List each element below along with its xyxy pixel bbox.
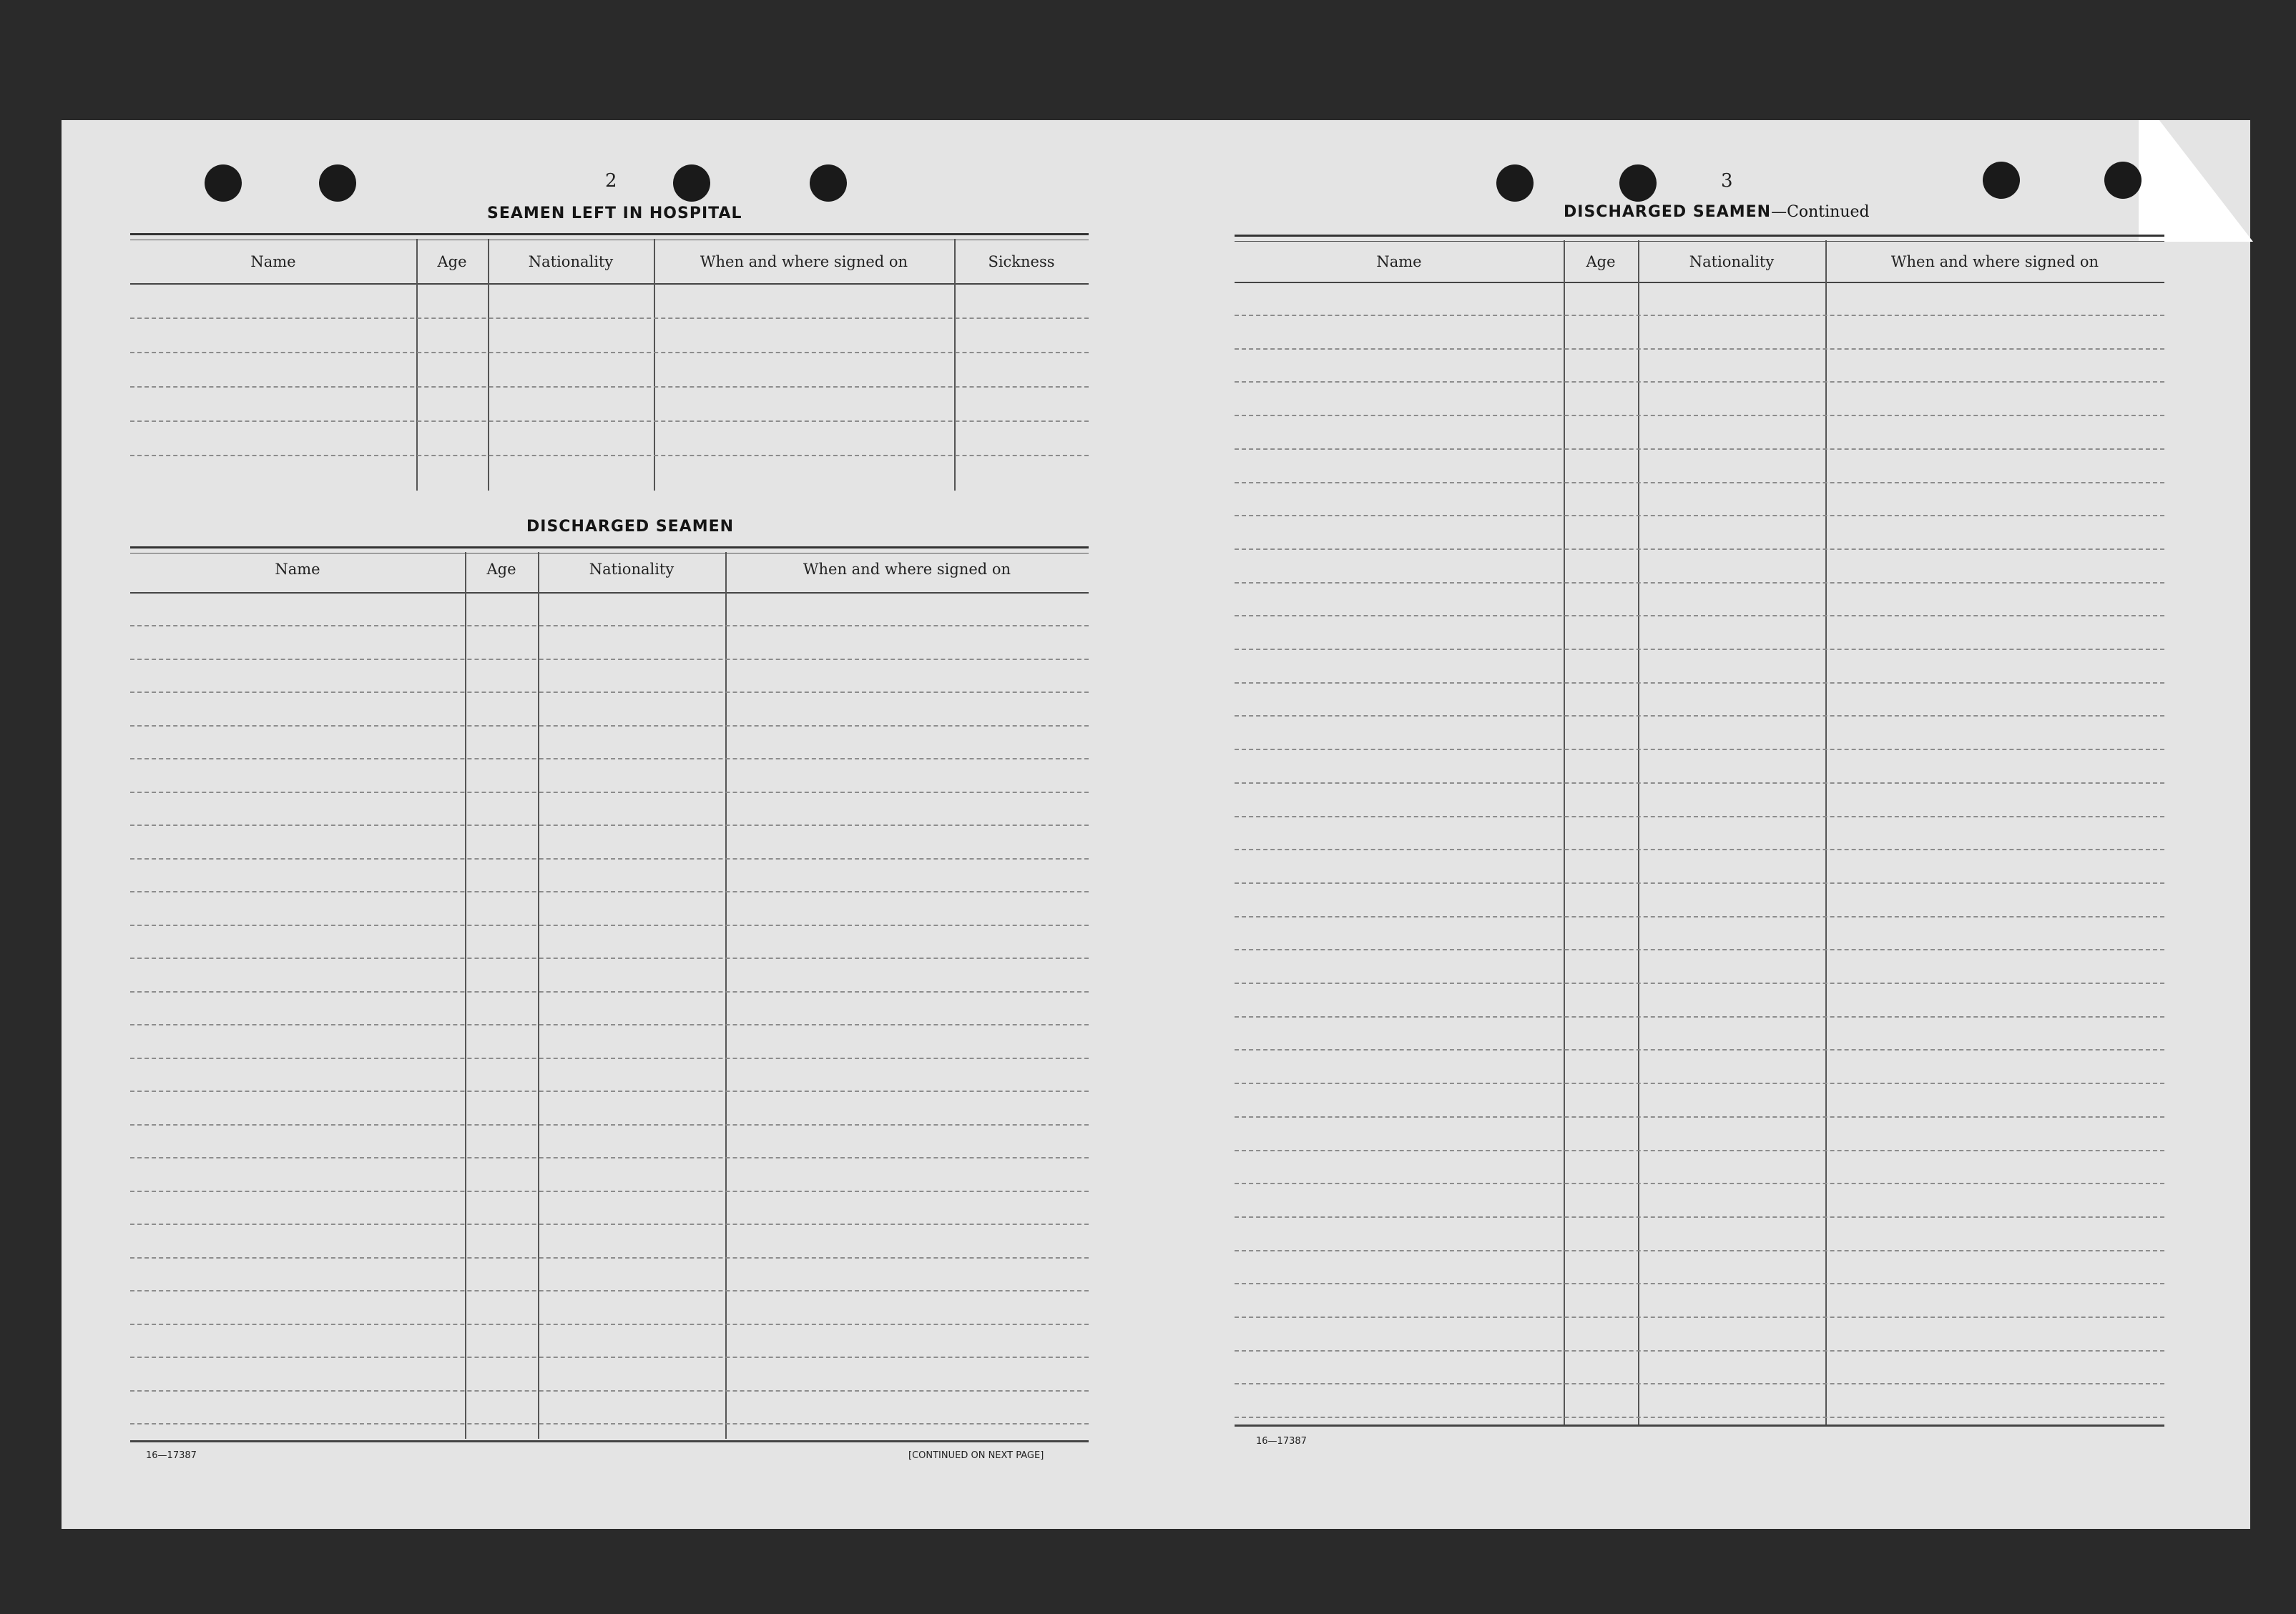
entry-row-line bbox=[130, 891, 1089, 892]
punch-hole bbox=[673, 164, 710, 202]
continued-suffix: —Continued bbox=[1771, 203, 1870, 221]
entry-row-line bbox=[130, 858, 1089, 860]
entry-row-line bbox=[130, 692, 1089, 693]
column-header-sickness: Sickness bbox=[988, 253, 1055, 270]
header-underline bbox=[1235, 282, 2164, 283]
left-page bbox=[62, 120, 1177, 1529]
entry-row-line bbox=[1235, 415, 2164, 416]
entry-row-line bbox=[130, 758, 1089, 759]
entry-row-line bbox=[130, 1257, 1089, 1259]
punch-hole bbox=[1619, 164, 1657, 202]
entry-row-line bbox=[1235, 1049, 2164, 1050]
table-bottom-rule bbox=[130, 1440, 1089, 1442]
entry-row-line bbox=[130, 792, 1089, 793]
entry-row-line bbox=[1235, 782, 2164, 784]
punch-hole bbox=[2104, 162, 2142, 199]
column-divider bbox=[488, 239, 489, 491]
entry-row-line bbox=[1235, 482, 2164, 483]
table-bottom-rule bbox=[1235, 1424, 2164, 1427]
entry-row-line bbox=[130, 991, 1089, 993]
page-number: 2 bbox=[605, 170, 617, 192]
section-title: DISCHARGED SEAMEN bbox=[1564, 203, 1772, 221]
entry-row-line bbox=[1235, 849, 2164, 850]
entry-row-line bbox=[130, 1058, 1089, 1059]
entry-row-line bbox=[130, 825, 1089, 826]
entry-row-line bbox=[1235, 882, 2164, 884]
entry-row-line bbox=[1235, 381, 2164, 383]
entry-row-line bbox=[130, 958, 1089, 959]
entry-row-line bbox=[1235, 1183, 2164, 1184]
column-divider bbox=[654, 239, 655, 491]
entry-row-line bbox=[130, 1191, 1089, 1192]
column-divider bbox=[465, 552, 466, 1439]
column-header-name: Name bbox=[250, 253, 296, 270]
entry-row-line bbox=[1235, 715, 2164, 717]
entry-row-line bbox=[1235, 548, 2164, 550]
discharged-table bbox=[130, 546, 1089, 1440]
entry-row-line bbox=[1235, 348, 2164, 350]
entry-row-line bbox=[1235, 1417, 2164, 1418]
entry-row-line bbox=[130, 659, 1089, 660]
entry-row-line bbox=[1235, 582, 2164, 584]
entry-row-line bbox=[1235, 315, 2164, 316]
column-header-nationality: Nationality bbox=[528, 253, 614, 270]
hospital-section-title: SEAMEN LEFT IN HOSPITAL bbox=[487, 205, 742, 222]
entry-row-line bbox=[1235, 1383, 2164, 1384]
entry-row-line bbox=[130, 925, 1089, 926]
punch-hole bbox=[319, 164, 356, 202]
entry-row-line bbox=[1235, 983, 2164, 984]
entry-row-line bbox=[1235, 1150, 2164, 1151]
entry-row-line bbox=[1235, 1216, 2164, 1218]
entry-row-line bbox=[1235, 1283, 2164, 1284]
entry-row-line bbox=[1235, 749, 2164, 750]
discharged-continued-table bbox=[1235, 235, 2164, 1552]
table-top-rule bbox=[130, 546, 1089, 553]
entry-row-line bbox=[1235, 1317, 2164, 1318]
punch-hole bbox=[1496, 164, 1534, 202]
column-divider bbox=[954, 239, 956, 491]
column-divider bbox=[416, 239, 418, 491]
entry-row-line bbox=[1235, 615, 2164, 616]
entry-row-line bbox=[1235, 1083, 2164, 1084]
entry-row-line bbox=[130, 625, 1089, 626]
entry-row-line bbox=[1235, 1350, 2164, 1352]
column-divider bbox=[1825, 240, 1827, 1426]
entry-row-line bbox=[130, 386, 1089, 388]
column-header-signed-on: When and where signed on bbox=[803, 561, 1011, 578]
entry-row-line bbox=[1235, 916, 2164, 917]
header-underline bbox=[130, 592, 1089, 594]
entry-row-line bbox=[130, 725, 1089, 727]
entry-row-line bbox=[1235, 1250, 2164, 1251]
column-header-signed-on: When and where signed on bbox=[700, 253, 908, 270]
entry-row-line bbox=[1235, 515, 2164, 516]
form-number: 16—17387 bbox=[1256, 1436, 1307, 1447]
form-number: 16—17387 bbox=[146, 1450, 197, 1461]
entry-row-line bbox=[130, 1124, 1089, 1126]
entry-row-line bbox=[130, 1390, 1089, 1392]
entry-row-line bbox=[1235, 1016, 2164, 1018]
entry-row-line bbox=[1235, 1116, 2164, 1118]
entry-row-line bbox=[130, 1091, 1089, 1092]
right-page bbox=[1177, 120, 2250, 1529]
column-header-name: Name bbox=[1376, 253, 1422, 270]
entry-row-line bbox=[130, 1224, 1089, 1225]
column-divider bbox=[538, 552, 539, 1439]
discharged-section-title: DISCHARGED SEAMEN bbox=[526, 518, 735, 536]
column-divider bbox=[725, 552, 727, 1439]
hospital-table bbox=[130, 233, 1089, 491]
column-divider bbox=[1564, 240, 1565, 1426]
column-header-age: Age bbox=[486, 561, 516, 578]
column-header-nationality: Nationality bbox=[589, 561, 674, 578]
column-header-signed-on: When and where signed on bbox=[1890, 253, 2099, 270]
column-header-nationality: Nationality bbox=[1689, 253, 1775, 270]
entry-row-line bbox=[130, 352, 1089, 353]
entry-row-line bbox=[130, 1024, 1089, 1025]
entry-row-line bbox=[130, 1357, 1089, 1358]
column-header-age: Age bbox=[1586, 253, 1616, 270]
discharged-continued-title bbox=[1564, 203, 1870, 221]
entry-row-line bbox=[130, 1290, 1089, 1291]
table-top-rule bbox=[1235, 235, 2164, 242]
entry-row-line bbox=[130, 1157, 1089, 1158]
entry-row-line bbox=[130, 1423, 1089, 1424]
table-top-rule bbox=[130, 233, 1089, 240]
punch-hole bbox=[1983, 162, 2020, 199]
entry-row-line bbox=[130, 1324, 1089, 1325]
entry-row-line bbox=[1235, 649, 2164, 650]
continued-note: [CONTINUED ON NEXT PAGE] bbox=[908, 1450, 1044, 1461]
entry-row-line bbox=[130, 318, 1089, 319]
entry-row-line bbox=[130, 420, 1089, 422]
column-header-name: Name bbox=[275, 561, 320, 578]
entry-row-line bbox=[1235, 949, 2164, 950]
entry-row-line bbox=[1235, 816, 2164, 817]
page-number: 3 bbox=[1721, 170, 1733, 192]
entry-row-line bbox=[1235, 448, 2164, 450]
punch-hole bbox=[810, 164, 847, 202]
punch-hole bbox=[205, 164, 242, 202]
entry-row-line bbox=[1235, 682, 2164, 684]
column-divider bbox=[1638, 240, 1639, 1426]
column-header-age: Age bbox=[437, 253, 467, 270]
entry-row-line bbox=[130, 455, 1089, 456]
header-underline bbox=[130, 283, 1089, 285]
